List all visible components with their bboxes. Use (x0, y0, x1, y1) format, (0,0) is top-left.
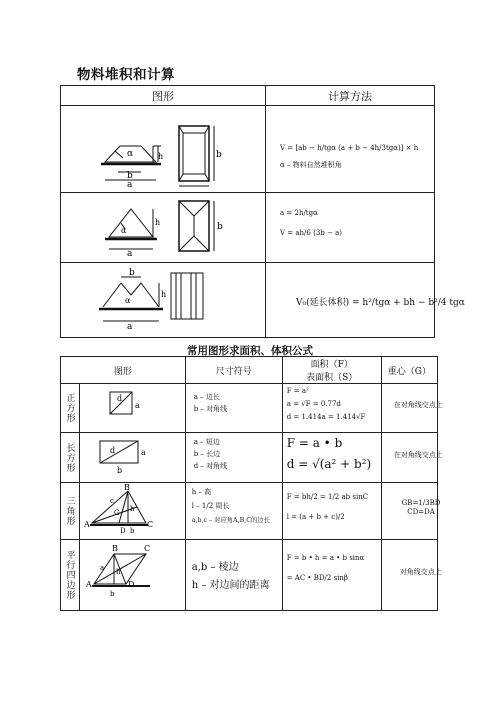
symbol-line: a,b – 棱边 (191, 562, 239, 573)
figure-parallelogram (80, 540, 186, 611)
center-text: 对角线交点上 (399, 568, 442, 576)
figure-extended-pile (61, 263, 266, 338)
formula-a: a = 2h/tgα (280, 209, 318, 217)
page-title: 物料堆积和计算 (77, 67, 175, 83)
label-par-C: C (144, 544, 151, 553)
center-text: 在对角线交点上 (393, 451, 443, 459)
figure-ridge-pile (61, 193, 266, 263)
label-par-a: a (100, 564, 105, 572)
label-tri-G: G (114, 509, 120, 517)
label-alpha-2: α (121, 226, 127, 235)
row-name-parallelogram: 平行四边形 (61, 540, 80, 611)
area-parallelogram (282, 540, 381, 611)
symbols-parallelogram (185, 540, 282, 611)
method-truncated-pile (266, 106, 435, 193)
row-name-rectangle: 长方形 (61, 433, 80, 483)
symbol-line: h – 对边间的距离 (191, 580, 270, 591)
label-tri-h: h (130, 505, 135, 513)
label-b-2: b (217, 222, 223, 232)
col-header-area: 面积（F） 表面积（S） (282, 357, 381, 384)
label-h: h (158, 152, 164, 161)
center-text: 在对角线交点上 (393, 401, 443, 409)
col-header-method: 计算方法 (266, 86, 435, 106)
center-triangle (381, 483, 441, 540)
center-square (381, 384, 443, 433)
area-square (282, 384, 381, 433)
label-par-b: b (110, 590, 115, 598)
label-par-A: A (86, 580, 92, 589)
triangle-diagram (80, 483, 162, 535)
symbol-line: l – 1/2 周长 (191, 502, 230, 510)
figure-rectangle (80, 433, 186, 483)
section-subtitle: 常用图形求面积、体积公式 (187, 345, 313, 357)
area-triangle (282, 483, 381, 540)
symbol-line: d – 对角线 (193, 462, 228, 470)
formula-line: d = 1.414a = 1.414√F (286, 413, 366, 421)
note-angle: α – 物料自然堆积角 (280, 161, 342, 169)
label-tri-A: A (84, 520, 90, 529)
formula-line: l = (a + b + c)/2 (286, 513, 345, 521)
formula-line: F = bh/2 = 1/2 ab sinC (286, 493, 369, 501)
formula-line: a = √F = 0.77d (286, 400, 341, 408)
ridge-pile-diagram (61, 193, 265, 258)
label-a-3: a (127, 322, 133, 332)
label-par-h: h (116, 568, 121, 576)
method-extended-pile (266, 263, 465, 338)
row-name-square: 正方形 (61, 384, 80, 433)
formula-line: F = a • b (286, 436, 343, 450)
label-a-side: a (127, 180, 133, 188)
formula-line: d = √(a² + b²) (286, 457, 372, 471)
label-tri-D: D (120, 527, 126, 535)
figure-truncated-pile (61, 106, 266, 193)
col-header-figure: 图形 (61, 86, 266, 106)
label-a-2: a (127, 249, 133, 258)
label-b-side: b (127, 171, 133, 181)
label-tri-B: B (124, 483, 130, 492)
label-tri-C: C (147, 520, 154, 529)
square-diagram (80, 384, 162, 428)
center-parallelogram (381, 540, 442, 611)
label-par-D: D (128, 580, 135, 589)
formula-volume-truncated: V = [ab − h/tgα (a + b − 4h/3tgα)] × h (280, 144, 419, 152)
col-header-symbols: 尺寸符号 (185, 357, 282, 384)
formula-extended-volume: V₀(延长体积) = h²/tgα + bh − b²/4 tgα (296, 298, 465, 308)
formula-line: = AC • BD/2 sinβ (286, 574, 348, 582)
col-header-center: 重心（G） (381, 357, 437, 384)
symbol-line: a,b,c – 对应角A,B,C的边长 (191, 517, 270, 524)
row-name-triangle: 三角形 (61, 483, 80, 540)
stockpile-table (60, 85, 465, 338)
label-sq-a: a (135, 401, 140, 410)
formula-table (60, 356, 443, 611)
method-ridge-pile (266, 193, 435, 263)
center-text: GB=1/3BD CD=DA (401, 499, 441, 516)
label-h-2: h (155, 218, 161, 227)
symbol-line: b – 长边 (193, 450, 221, 458)
label-rect-b: b (117, 466, 123, 475)
extended-pile-diagram (61, 263, 265, 333)
formula-line: F = b • h = a • b sinα (286, 554, 365, 562)
area-rectangle (282, 433, 381, 483)
label-rect-a: a (141, 448, 146, 457)
label-tri-b: b (130, 527, 135, 535)
rectangle-diagram (80, 433, 162, 478)
label-alpha-3: α (125, 296, 131, 305)
formula-line: F = a² (286, 387, 309, 395)
figure-square (80, 384, 186, 433)
symbols-square (185, 384, 282, 433)
symbol-line: h – 高 (191, 488, 212, 496)
label-par-B: B (112, 544, 118, 553)
label-b-3: b (129, 268, 135, 278)
symbol-line: b – 对角线 (193, 405, 228, 413)
truncated-pile-diagram (61, 106, 265, 188)
parallelogram-diagram (80, 540, 162, 606)
figure-triangle (80, 483, 186, 540)
label-tri-c: c (110, 497, 114, 505)
label-h-3: h (161, 290, 167, 299)
col-header-figure-2: 图形 (61, 357, 186, 384)
symbols-triangle (185, 483, 282, 540)
label-sq-d: d (117, 394, 123, 403)
label-alpha: α (127, 149, 134, 159)
label-b-plan: b (216, 150, 222, 160)
center-rectangle (381, 433, 443, 483)
formula-volume-ridge: V = ah/6 (3b − a) (280, 229, 342, 237)
symbols-rectangle (185, 433, 282, 483)
label-rect-d: d (110, 446, 116, 455)
symbol-line: a – 边长 (193, 393, 220, 401)
symbol-line: a – 短边 (193, 438, 220, 446)
